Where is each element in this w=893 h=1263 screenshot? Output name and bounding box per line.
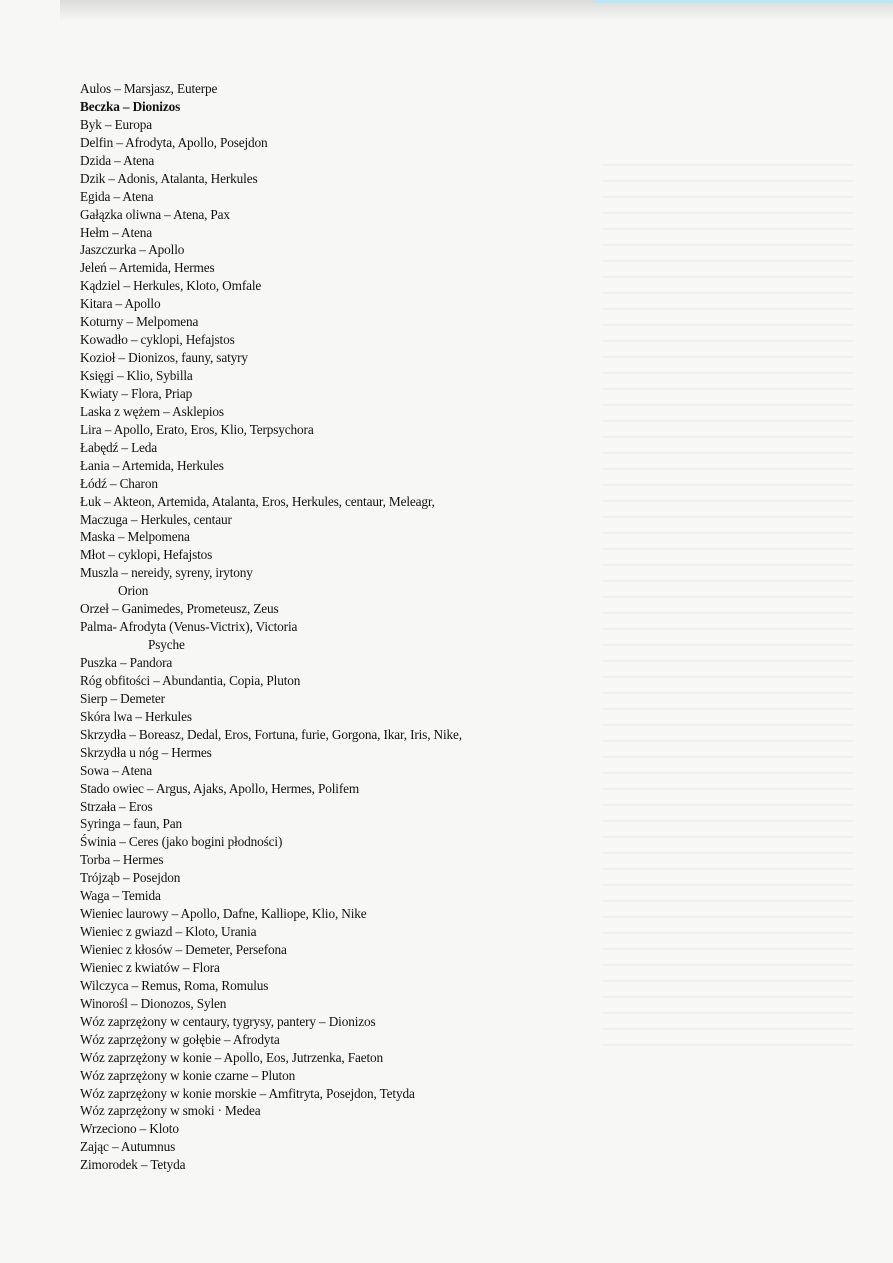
list-item: Laska z wężem – Asklepios	[80, 403, 224, 419]
list-item: Wóz zaprzężony w konie morskie – Amfitryta, Posejdon, Tetyda	[80, 1085, 415, 1101]
list-item: Strzała – Eros	[80, 798, 153, 814]
list-item: Zimorodek – Tetyda	[80, 1157, 186, 1173]
list-item: Wieniec z kwiatów – Flora	[80, 959, 220, 975]
list-item: Kwiaty – Flora, Priap	[80, 385, 193, 401]
list-item: Koturny – Melpomena	[80, 314, 199, 330]
list-item: Łabędź – Leda	[80, 439, 158, 455]
list-item: Torba – Hermes	[80, 852, 164, 868]
list-item: Kowadło – cyklopi, Hefajstos	[80, 332, 235, 348]
list-item: Sowa – Atena	[80, 762, 153, 778]
list-item: Kitara – Apollo	[80, 296, 161, 312]
list-item: Wieniec laurowy – Apollo, Dafne, Kalliope, Klio, Nike	[80, 906, 367, 922]
list-item: Wóz zaprzężony w centaury, tygrysy, pantery – Dionizos	[80, 1013, 376, 1029]
list-item: Stado owiec – Argus, Ajaks, Apollo, Hermes, Polifem	[80, 780, 360, 796]
scan-top-accent	[593, 0, 893, 3]
list-item: Róg obfitości – Abundantia, Copia, Pluton	[80, 672, 301, 688]
list-item: Egida – Atena	[80, 188, 154, 204]
list-item: Młot – cyklopi, Hefajstos	[80, 547, 213, 563]
list-item: Księgi – Klio, Sybilla	[80, 368, 193, 383]
list-item: Jaszczurka – Apollo	[80, 242, 185, 258]
list-item: Byk – Europa	[80, 116, 153, 132]
list-item: Psyche	[148, 637, 185, 653]
list-item: Hełm – Atena	[80, 224, 153, 240]
list-item: Palma- Afrodyta (Venus-Victrix), Victoria	[80, 619, 298, 635]
list-item: Delfin – Afrodyta, Apollo, Posejdon	[80, 134, 268, 150]
list-item: Orion	[118, 583, 149, 599]
list-item: Łania – Artemida, Herkules	[80, 457, 224, 473]
list-item: Syringa – faun, Pan	[80, 816, 183, 832]
list-item: Maczuga – Herkules, centaur	[80, 511, 232, 527]
list-item: Winorośl – Dionozos, Sylen	[80, 995, 227, 1011]
list-item: Łódź – Charon	[80, 475, 158, 491]
list-item: Wrzeciono – Kloto	[80, 1121, 179, 1137]
list-item: Wieniec z kłosów – Demeter, Persefona	[80, 942, 287, 957]
list-item: Wóz zaprzężony w konie czarne – Pluton	[80, 1067, 296, 1083]
list-item: Wóz zaprzężony w konie – Apollo, Eos, Jutrzenka, Faeton	[80, 1049, 384, 1065]
list-item: Kądziel – Herkules, Kloto, Omfale	[80, 278, 262, 294]
list-item: Orzeł – Ganimedes, Prometeusz, Zeus	[80, 601, 279, 617]
list-item: Wieniec z gwiazd – Kloto, Urania	[80, 924, 257, 940]
list-item: Dzik – Adonis, Atalanta, Herkules	[80, 170, 258, 186]
list-item: Wilczyca – Remus, Roma, Romulus	[80, 977, 269, 993]
list-item: Maska – Melpomena	[80, 529, 190, 545]
list-item: Gałązka oliwna – Atena, Pax	[80, 206, 230, 222]
list-item: Kozioł – Dionizos, fauny, satyry	[80, 350, 248, 366]
list-item: Muszla – nereidy, syreny, irytony	[80, 565, 253, 581]
list-item: Dzida – Atena	[80, 152, 155, 168]
list-item: Jeleń – Artemida, Hermes	[80, 260, 215, 276]
list-item: Wóz zaprzężony w gołębie – Afrodyta	[80, 1031, 280, 1047]
list-item: Łuk – Akteon, Artemida, Atalanta, Eros, Herkules, centaur, Meleagr,	[80, 493, 435, 509]
list-item: Trójząb – Posejdon	[80, 870, 181, 886]
list-item: Świnia – Ceres (jako bogini płodności)	[80, 834, 283, 850]
list-item: Puszka – Pandora	[80, 655, 173, 670]
list-item: Waga – Temida	[80, 888, 161, 904]
list-item: Zając – Autumnus	[80, 1139, 176, 1155]
list-item: Skóra lwa – Herkules	[80, 708, 192, 724]
list-item: Wóz zaprzężony w smoki · Medea	[80, 1103, 261, 1119]
attribute-list	[80, 80, 780, 1174]
list-item: Skrzydła – Boreasz, Dedal, Eros, Fortuna, furie, Gorgona, Ikar, Iris, Nike,	[80, 726, 462, 742]
list-item: Sierp – Demeter	[80, 690, 165, 706]
list-item: Aulos – Marsjasz, Euterpe	[80, 81, 218, 96]
scan-top-bleed	[60, 0, 893, 22]
list-item: Beczka – Dionizos	[80, 98, 181, 114]
list-item: Lira – Apollo, Erato, Eros, Klio, Terpsychora	[80, 421, 314, 437]
list-item: Skrzydła u nóg – Hermes	[80, 744, 212, 760]
